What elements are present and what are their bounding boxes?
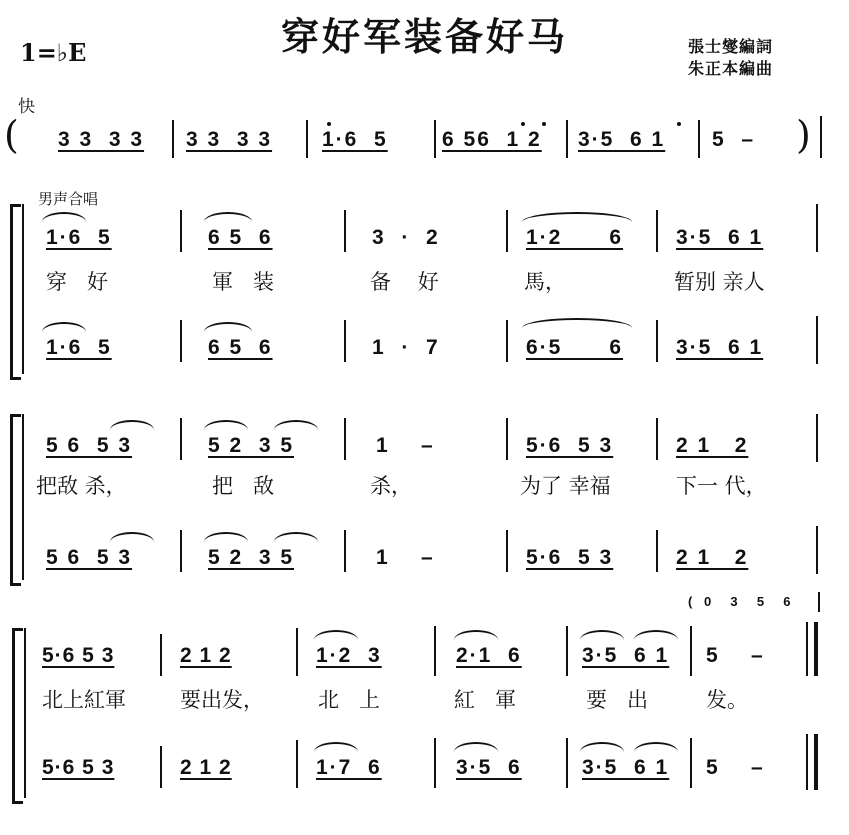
slur (522, 318, 632, 328)
intro-measure-3: 1·6 5 (322, 128, 388, 151)
s2-lower-m3: 1 – (376, 546, 435, 569)
s2-lyric-3: 杀， (370, 474, 412, 498)
s3-upper-m4: 2·1 6 (456, 644, 522, 667)
system-barline (22, 414, 24, 580)
s2-lower-m1: 5 6 5 3 (46, 546, 133, 569)
s1-lyric-4: 馬， (524, 270, 566, 294)
barline (690, 738, 692, 788)
s3-lower-m5: 3·5 6 1 (582, 756, 670, 779)
s1-lyric-2: 軍 装 (212, 270, 275, 294)
barline (656, 530, 658, 572)
s3-lower-m6: 5 – (706, 756, 765, 779)
s3-lyric-5: 要 出 (586, 688, 649, 712)
barline (566, 738, 568, 788)
slur (110, 532, 154, 542)
barline (816, 526, 818, 574)
final-barline (814, 734, 818, 790)
barline (506, 320, 508, 362)
barline (180, 210, 182, 252)
intro-measure-6: 5 – (712, 128, 756, 151)
barline (656, 320, 658, 362)
s1-upper-m2: 6 5 6 (208, 226, 273, 249)
lyricist-credit: 張士燮編詞 (688, 37, 774, 56)
s1-lower-m5: 3·5 6 1 (676, 336, 764, 359)
slur (454, 742, 498, 752)
barline (344, 320, 346, 362)
s3-lower-m3: 1·7 6 (316, 756, 382, 779)
s3-lyric-1: 北上紅軍 (42, 688, 126, 712)
s3-lower-m1: 5·6 5 3 (42, 756, 115, 779)
s3-upper-m2: 2 1 2 (180, 644, 232, 667)
slur (314, 742, 358, 752)
s2-lyric-5: 下一 代， (676, 474, 767, 498)
slur (204, 532, 248, 542)
barline (306, 120, 308, 158)
s3-upper-m1: 5·6 5 3 (42, 644, 115, 667)
s3-lower-m4: 3·5 6 (456, 756, 522, 779)
slur (580, 742, 624, 752)
s3-lower-m2: 2 1 2 (180, 756, 232, 779)
s1-lower-m3: 1 · 7 (372, 336, 440, 359)
s2-lower-m5: 2 1 2 (676, 546, 749, 569)
slur (314, 630, 358, 640)
barline (690, 626, 692, 676)
intro-close-paren: ) (796, 113, 811, 157)
slur (274, 420, 318, 430)
slur (522, 212, 632, 222)
intro-measure-5: 3·5 6 1 (578, 128, 666, 151)
barline (656, 418, 658, 460)
intro-measure-2: 3 3 3 3 (186, 128, 273, 151)
slur (204, 212, 252, 222)
song-title: 穿好军装备好马 (280, 15, 568, 59)
s2-lower-m4: 5·6 5 3 (526, 546, 614, 569)
slur (204, 420, 248, 430)
barline (816, 414, 818, 462)
s2-upper-m1: 5 6 5 3 (46, 434, 133, 457)
s1-lyric-3: 备 好 (370, 270, 439, 294)
s2-upper-m3: 1 – (376, 434, 435, 457)
s2-lyric-2: 把 敌 (212, 474, 275, 498)
barline (160, 634, 162, 676)
barline (820, 116, 822, 158)
s1-lyric-5: 暂别 亲人 (674, 270, 765, 294)
s2-upper-m2: 5 2 3 5 (208, 434, 295, 457)
barline (506, 530, 508, 572)
s2-upper-m4: 5·6 5 3 (526, 434, 614, 457)
barline (818, 592, 820, 612)
barline (180, 320, 182, 362)
slur (634, 742, 678, 752)
key-signature: 1=♭E (20, 38, 87, 67)
part-label: 男声合唱 (38, 190, 99, 208)
barline (180, 418, 182, 460)
s1-upper-m1: 1·6 5 (46, 226, 112, 249)
barline (806, 734, 808, 790)
s2-upper-m5: 2 1 2 (676, 434, 749, 457)
cue-notes: ( 0 3 5 6 (688, 594, 795, 609)
high-octave-dot (327, 122, 331, 126)
s1-lower-m1: 1·6 5 (46, 336, 112, 359)
slur (274, 532, 318, 542)
barline (566, 120, 568, 158)
final-barline (814, 622, 818, 676)
system-bracket (12, 628, 23, 804)
s2-lyric-4: 为了 幸福 (520, 474, 611, 498)
high-octave-dot (521, 122, 525, 126)
barline (296, 740, 298, 788)
system-barline (24, 628, 26, 798)
barline (506, 210, 508, 252)
barline (434, 120, 436, 158)
system-barline (22, 204, 24, 374)
slur (580, 630, 624, 640)
barline (806, 622, 808, 676)
s3-lyric-4: 紅 軍 (454, 688, 517, 712)
system-bracket (10, 204, 21, 380)
high-octave-dot (542, 122, 546, 126)
intro-measure-1: 3 3 3 3 (58, 128, 145, 151)
barline (434, 626, 436, 676)
s1-upper-m4: 1·2 6 (526, 226, 624, 249)
barline (344, 210, 346, 252)
s1-lower-m2: 6 5 6 (208, 336, 273, 359)
barline (506, 418, 508, 460)
slur (454, 630, 498, 640)
barline (160, 746, 162, 788)
s3-lyric-6: 发。 (706, 688, 748, 712)
barline (698, 120, 700, 158)
s3-lyric-2: 要出发， (180, 688, 264, 712)
s2-lower-m2: 5 2 3 5 (208, 546, 295, 569)
s1-lyric-1: 穿 好 (46, 270, 109, 294)
tempo-marking: 快 (18, 97, 35, 117)
barline (172, 120, 174, 158)
s3-upper-m5: 3·5 6 1 (582, 644, 670, 667)
barline (180, 530, 182, 572)
barline (816, 204, 818, 252)
s1-upper-m5: 3·5 6 1 (676, 226, 764, 249)
intro-open-paren: ( (4, 113, 19, 157)
barline (296, 628, 298, 676)
slur (204, 322, 252, 332)
barline (434, 738, 436, 788)
slur (110, 420, 154, 430)
barline (344, 418, 346, 460)
system-bracket (10, 414, 21, 586)
high-octave-dot (677, 122, 681, 126)
slur (42, 322, 86, 332)
barline (566, 626, 568, 676)
barline (656, 210, 658, 252)
composer-credit: 朱正本編曲 (688, 59, 774, 78)
barline (816, 316, 818, 364)
s3-upper-m6: 5 – (706, 644, 765, 667)
s1-lower-m4: 6·5 6 (526, 336, 624, 359)
slur (42, 212, 86, 222)
s3-upper-m3: 1·2 3 (316, 644, 382, 667)
s2-lyric-1: 把敌 杀， (36, 474, 127, 498)
intro-measure-4: 6 56 1 2 (442, 128, 542, 151)
s3-lyric-3: 北 上 (318, 688, 381, 712)
slur (634, 630, 678, 640)
s1-upper-m3: 3 · 2 (372, 226, 440, 249)
barline (344, 530, 346, 572)
